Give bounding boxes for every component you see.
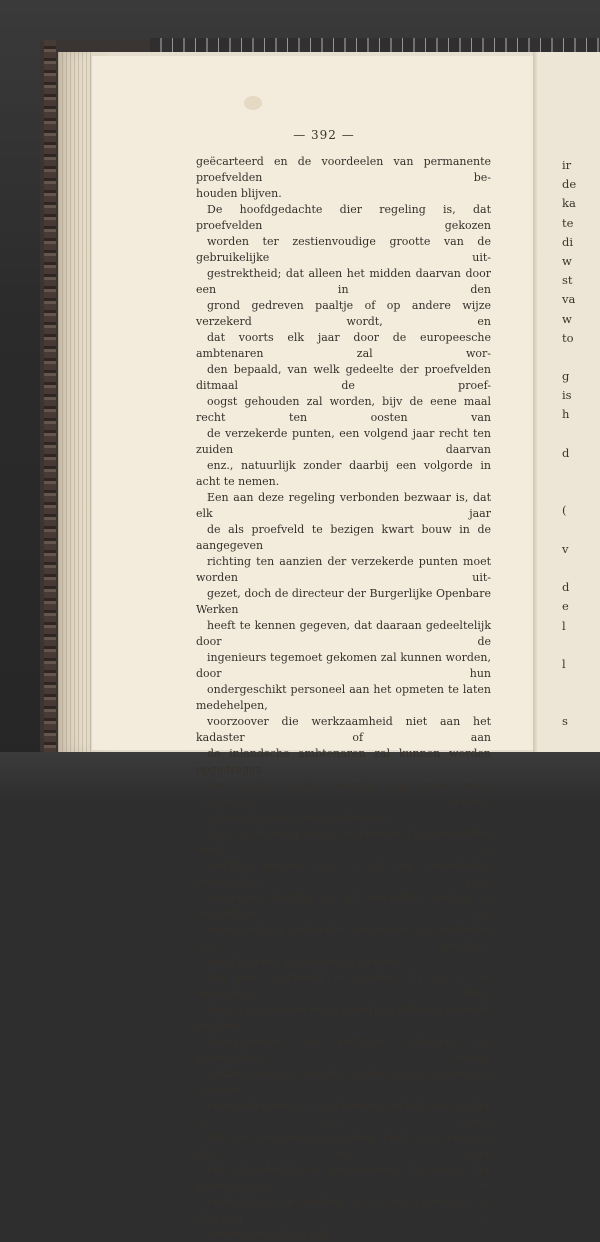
right-page-text-fragments [562, 156, 600, 732]
text-line: richting ten aanzien der verzekerde punten moet worden uit- [196, 555, 491, 584]
fragment-line [562, 693, 600, 712]
fragment-line [562, 521, 600, 540]
text-line: is het uitzoeken der proefvelden. [207, 811, 392, 824]
fragment-line: g [562, 369, 570, 384]
fragment-line: e [562, 599, 569, 614]
text-line: dat die bevloeiingsgebieden klein van omvang zijn, en door [196, 1131, 491, 1160]
fragment-line: di [562, 234, 574, 249]
fragment-line: s [562, 714, 568, 729]
paragraph [196, 826, 491, 970]
text-line: gezet, doch de directeur der Burgerlijke Openbare Werken [196, 587, 491, 616]
text-line: elk afzonderlijk te beschouwen het werk der proefoogsten te [196, 1163, 491, 1192]
text-line: oogst gehouden zal worden, bijv de eene maal recht ten oosten van [196, 395, 491, 424]
paragraph [196, 202, 491, 490]
fragment-line: d [562, 445, 570, 460]
right-page-edge [542, 52, 600, 752]
fragment-line: l [562, 656, 566, 671]
text-line: vereenigen zullen zijn. [207, 1227, 334, 1240]
text-line: werking gesteld zijn, is dit een betrekkelijk eenvoudige zaak [196, 859, 491, 888]
paragraph [196, 154, 491, 202]
paragraph [196, 778, 491, 826]
text-line: Voor de streken, waar de nieuwe irrigatiewerken reeds in [196, 827, 491, 856]
paragraph [196, 970, 491, 1242]
fragment-line: de [562, 177, 577, 192]
fragment-line: is [562, 388, 572, 403]
cover-top-edge [150, 38, 600, 52]
fragment-line: st [562, 273, 573, 288]
text-line: bang uitgevoerde Rening-werken zullen binnen de bevloei- [196, 1003, 491, 1032]
text-line: dat voorts elk jaar door de europeesche ambtenaren zal wor- [196, 331, 491, 360]
text-line: de verzekerde punten, een volgend jaar recht ten zuiden daarvan [196, 427, 491, 456]
fragment-line: ka [562, 196, 576, 211]
fragment-line: to [562, 330, 574, 345]
page-number: — 392 — [293, 128, 355, 142]
text-line: heeft te kennen gegeven, dat daaraan gedeeltelijk door de [196, 619, 491, 648]
fragment-line [562, 482, 600, 501]
text-line: grond gedreven paaltje of op andere wijze verzekerd wordt, en [196, 299, 491, 328]
text-line: wing kunnen aangenomen worden [207, 955, 400, 968]
text-line: Een aan deze regeling verbonden bezwaar is, dat elk jaar [196, 491, 491, 520]
text-line: De hoofdgedachte dier regeling is, dat proefvelden gekozen [196, 203, 491, 232]
text-line: omslachtig zou worden, ze in den regel wel tot groepen te [196, 1195, 491, 1224]
text-line: voorzoover die werkzaamheid niet aan het kadaster of aan [196, 715, 491, 744]
text-line: gestrektheid; dat alleen het midden daarvan door een in den [196, 267, 491, 296]
text-line: ondergeschikt personeel aan het opmeten te laten medehelpen, [196, 683, 491, 712]
fragment-line [562, 559, 600, 578]
fragment-line: w [562, 311, 572, 326]
paper-stain [244, 96, 262, 110]
page-body-text [196, 154, 491, 1242]
text-line: ingsgebieden der tertiaire leidingen als proefvelden eenige [196, 1035, 491, 1064]
marbled-edge [44, 40, 56, 752]
text-line: de als proefveld te bezigen kwart bouw in de aangegeven [196, 523, 491, 552]
fragment-line [562, 425, 600, 444]
fragment-line [562, 674, 600, 693]
text-line: eener leiding bevloeide complexen als eenheden van beschou- [196, 923, 491, 952]
fragment-line: v [562, 541, 569, 556]
fragment-line: ir [562, 158, 572, 172]
fragment-line: ( [562, 503, 567, 518]
fragment-line: w [562, 253, 572, 268]
fragment-line [562, 348, 600, 367]
fragment-line: te [562, 215, 574, 230]
fragment-line: d [562, 580, 570, 595]
text-line: Een ander punt, waarbij nog even moet stilgestaan worden, [196, 779, 491, 808]
text-line: geëcarteerd en de voordeelen van permanente proefvelden be- [196, 155, 491, 184]
text-line: aangezien daarbij de uit eenzelfde leiding of denzelfden tak [196, 891, 491, 920]
fragment-line: h [562, 407, 570, 422]
text-line: ingenieurs tegemoet gekomen zal kunnen worden, door hun [196, 651, 491, 680]
text-line: omstandigheden te verkeeren, terwijl ook weder in het geval [196, 1099, 491, 1128]
fragment-line [562, 636, 600, 655]
text-line: houden blijven. [196, 187, 282, 200]
text-line: vakken gekozen worden, welke geacht worden in normale [196, 1067, 491, 1096]
text-line: den bepaald, van welk gedeelte der proefvelden ditmaal de proef- [196, 363, 491, 392]
fragment-line: va [562, 292, 576, 307]
fragment-line [562, 463, 600, 482]
text-line: Om een voorbeeld te stellen: bij de in de residentie Rem- [196, 971, 491, 1000]
text-line: enz., natuurlijk zonder daarbij een volgorde in acht te nemen. [196, 459, 491, 488]
paragraph [196, 490, 491, 778]
text-line: worden ter zestienvoudige grootte van de gebruikelijke uit- [196, 235, 491, 264]
text-line: de inlandsche ambtenaren zal kunnen worden opgedragen. [196, 747, 491, 776]
fragment-line: l [562, 618, 566, 633]
